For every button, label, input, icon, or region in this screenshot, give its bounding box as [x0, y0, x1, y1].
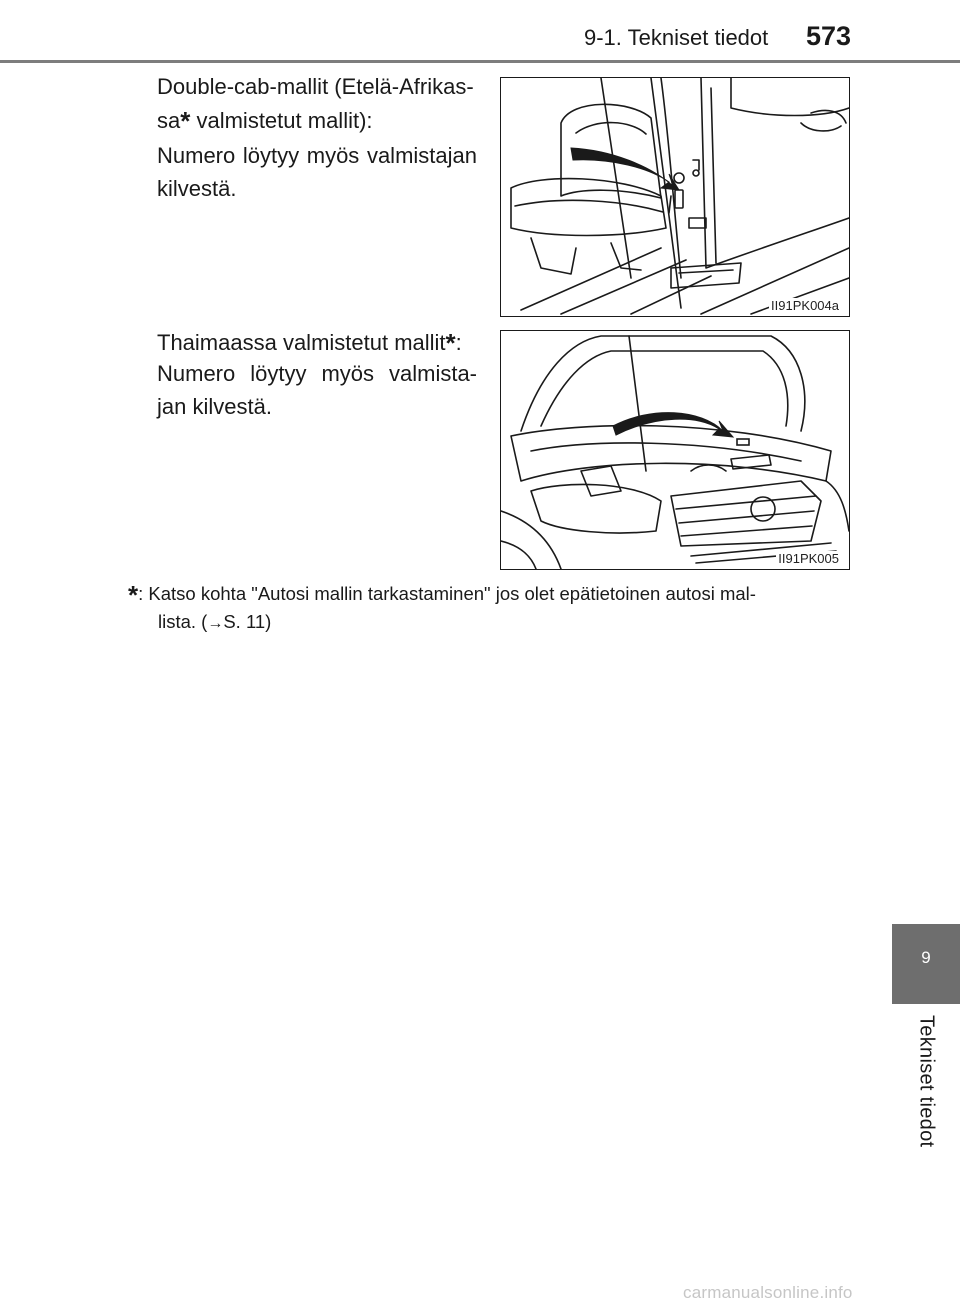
- asterisk-marker: *: [445, 328, 456, 358]
- figure-code: II91PK004a: [771, 298, 839, 313]
- block-2-line1-pre: Thaimaassa valmistetut mallit: [157, 330, 446, 355]
- asterisk-marker: *: [180, 106, 191, 136]
- section-title: 9-1. Tekniset tiedot: [584, 25, 769, 50]
- page-number: 573: [806, 21, 852, 51]
- block-2-heading: [157, 325, 477, 359]
- block-1-line2-post: valmistetut mallit):: [190, 108, 373, 133]
- footnote: [128, 577, 848, 638]
- block-1-note: Numero löytyy myös valmistajan kilvestä.: [157, 143, 477, 201]
- chapter-tab-title: [892, 1015, 960, 1175]
- figure-code: II91PK005: [778, 551, 839, 566]
- footnote-line2-post: S. 11): [223, 611, 272, 632]
- footnote-line2-pre: lista. (: [158, 611, 208, 632]
- arrow-right-icon: →: [207, 615, 224, 632]
- watermark: carmanualsonline.info: [683, 1283, 853, 1302]
- footnote-line2: [128, 608, 848, 638]
- footnote-line1: : Katso kohta "Autosi mallin tarkastaminen" jos olet epätietoinen autosi mal-: [138, 583, 756, 604]
- block-1-line1: Double-cab-mallit (Etelä-Afrikas-: [157, 74, 474, 99]
- footnote-asterisk: *: [128, 580, 139, 610]
- chapter-tab-number: 9: [921, 948, 931, 967]
- block-2-note: Numero löytyy myös valmista-jan kilvestä.: [157, 361, 477, 419]
- figure-engine-hood: [500, 330, 850, 570]
- block-1-heading: [157, 70, 477, 137]
- block-1-line2-pre: sa: [157, 108, 181, 133]
- header-rule: [0, 60, 960, 63]
- engine-hood-illustration: [501, 331, 849, 569]
- block-2-line1-post: :: [455, 330, 462, 355]
- door-pillar-illustration: [501, 78, 849, 316]
- figure-door-pillar: [500, 77, 850, 317]
- chapter-title-text: Tekniset tiedot: [915, 1015, 938, 1148]
